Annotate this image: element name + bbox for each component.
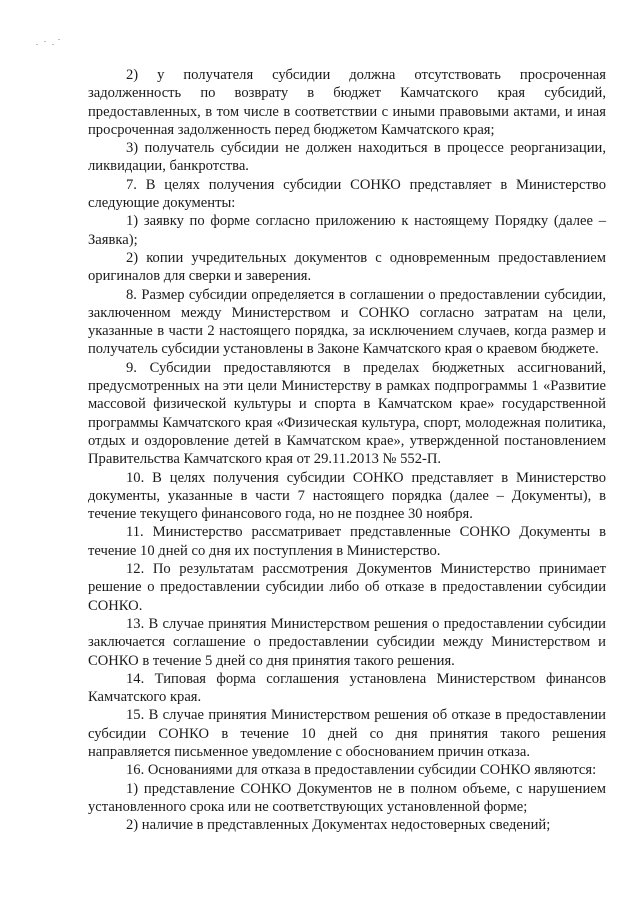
document-page xyxy=(88,66,606,834)
scan-speck xyxy=(52,44,54,45)
paragraph-clause-7: 7. В целях получения субсидии СОНКО представляет в Министерство следующие документы: xyxy=(88,176,606,212)
paragraph-clause-7-item-1: 1) заявку по форме согласно приложению к настоящему Порядку (далее – Заявка); xyxy=(88,213,606,248)
paragraph-clause-12: 12. По результатам рассмотрения Документов Министерство принимает решение о предоставлении субсидии либо об отказе в предоставлении субсидии СОНКО. xyxy=(88,561,606,614)
paragraph-clause-14: 14. Типовая форма соглашения установлена Министерством финансов Камчатского края. xyxy=(88,670,606,706)
scan-speck xyxy=(36,44,38,45)
paragraph-subclause-3: 3) получатель субсидии не должен находиться в процессе реорганизации, ликвидации, банкротства. xyxy=(88,140,606,175)
paragraph-clause-11: 11. Министерство рассматривает представленные СОНКО Документы в течение 10 дней со дня их поступления в Министерство. xyxy=(88,524,606,559)
paragraph-clause-9: 9. Субсидии предоставляются в пределах бюджетных ассигнований, предусмотренных на эти цели Министерству в рамках подпрограммы 1 «Развитие массовой физической культуры и спорта в Камчатском крае» государственной программы Камчатского края «Физическая культура, спорт, молодежная политика, отдых и оздоровление детей в Камчатском крае», утвержденной постановлением Правительства Камчатского края от 29.11.2013 № 552-П. xyxy=(88,359,606,468)
paragraph-clause-8: 8. Размер субсидии определяется в соглашении о предоставлении субсидии, заключенном между Министерством и СОНКО согласно затратам на цели, указанные в части 2 настоящего порядка, за исключением случаев, когда размер и получатель субсидии установлены в Законе Камчатского края о краевом бюджете. xyxy=(88,286,606,358)
scan-speck xyxy=(44,41,46,42)
paragraph-clause-15: 15. В случае принятия Министерством решения об отказе в предоставлении субсидии СОНКО в течение 10 дней со дня принятия такого решения направляется письменное уведомление с обоснованием причин отказа. xyxy=(88,707,606,760)
paragraph-clause-7-item-2: 2) копии учредительных документов с одновременным предоставлением оригиналов для сверки и заверения. xyxy=(88,249,606,285)
paragraph-subclause-2: 2) у получателя субсидии должна отсутствовать просроченная задолженность по возврату в бюджет Камчатского края субсидий, предоставленных, в том числе в соответствии с иными правовыми актами, и иная просроченная задолженность перед бюджетом Камчатского края; xyxy=(88,67,606,138)
scan-speck xyxy=(58,39,60,40)
paragraph-clause-16-item-2: 2) наличие в представленных Документах недостоверных сведений; xyxy=(126,817,551,834)
paragraph-clause-16-item-1: 1) представление СОНКО Документов не в полном объеме, с нарушением установленного срока или не соответствующих установленной форме; xyxy=(88,780,606,815)
paragraph-clause-13: 13. В случае принятия Министерством решения о предоставлении субсидии заключается соглашение о предоставлении субсидии между Министерством и СОНКО в течение 5 дней со дня принятия такого решения. xyxy=(88,615,606,669)
paragraph-clause-16: 16. Основаниями для отказа в предоставлении субсидии СОНКО являются: xyxy=(126,762,597,779)
paragraph-clause-10: 10. В целях получения субсидии СОНКО представляет в Министерство документы, указанные в части 7 настоящего порядка (далее – Документы), в течение текущего финансового года, но не позднее 30 ноября. xyxy=(88,469,606,523)
